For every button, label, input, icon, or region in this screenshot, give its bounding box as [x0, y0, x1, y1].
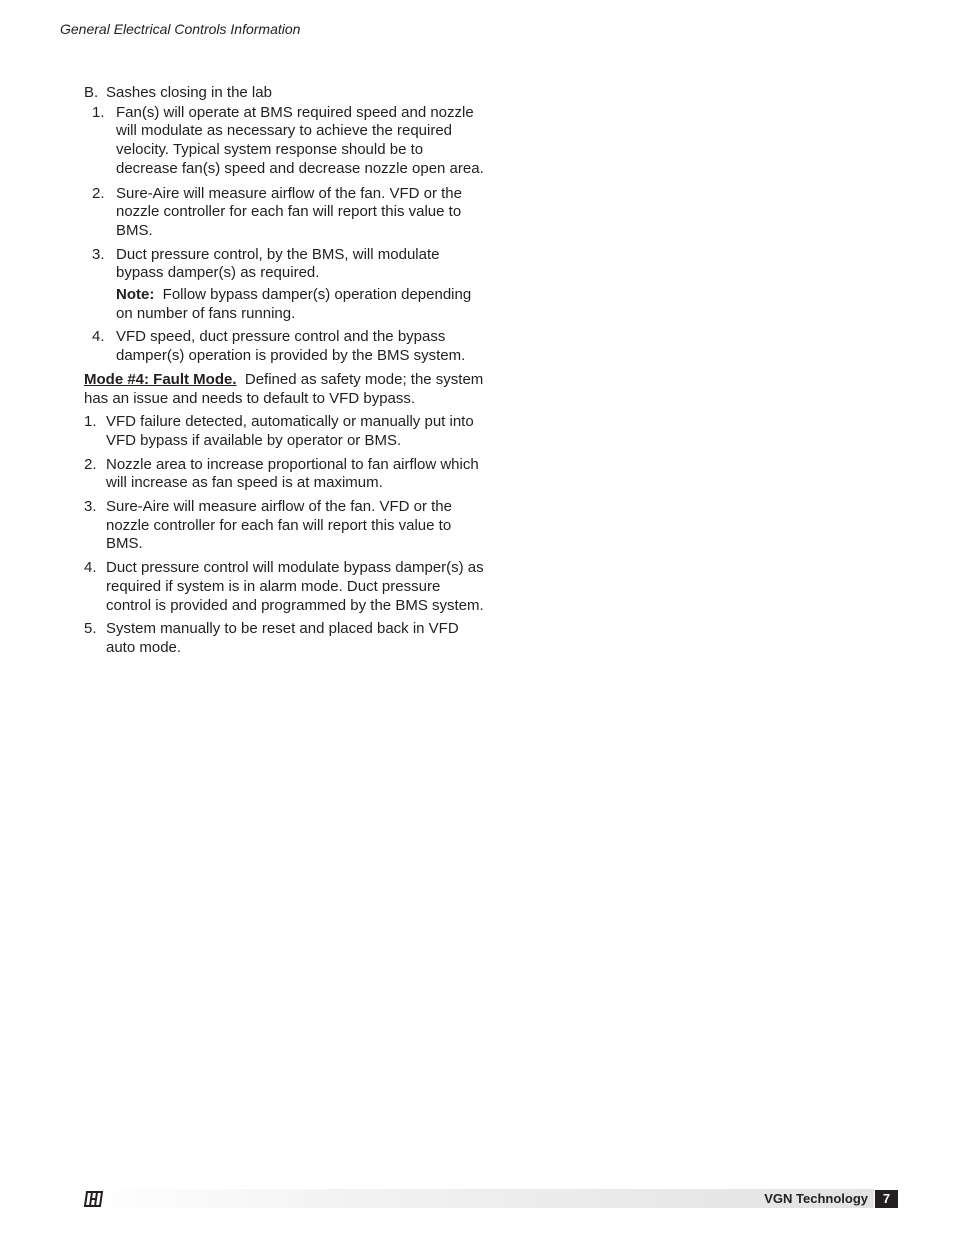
mode-4-paragraph — [84, 371, 484, 408]
list-item — [84, 498, 484, 554]
item-number: 1. — [92, 103, 105, 121]
item-number: 3. — [84, 498, 97, 516]
list-item — [84, 559, 484, 615]
section-b-list — [84, 104, 484, 366]
item-number: 1. — [84, 413, 97, 431]
section-b-heading — [84, 84, 484, 103]
item-text: Nozzle area to increase proportional to fan airflow which will increase as fan speed is at maximum. — [106, 455, 479, 492]
item-text: Fan(s) will operate at BMS required speed and nozzle will modulate as necessary to achieve the required velocity. Typical system response should be to decrease fan(s) speed and decrease nozzle open area. — [116, 103, 484, 177]
item-number: 5. — [84, 620, 97, 638]
footer-bar — [84, 1189, 874, 1208]
note-label: Note: — [116, 286, 155, 304]
main-content — [84, 84, 484, 663]
footer-title: VGN Technology — [764, 1191, 868, 1206]
note-text: Follow bypass damper(s) operation depending on number of fans running. — [116, 286, 472, 322]
item-text: System manually to be reset and placed back in VFD auto mode. — [106, 620, 459, 656]
page-number: 7 — [875, 1190, 898, 1208]
list-item — [84, 620, 484, 657]
item-number: 2. — [92, 184, 105, 202]
mode-4-intro: Defined as safety mode; the system has an issue and needs to default to VFD bypass. — [84, 370, 484, 407]
item-number: 4. — [84, 559, 97, 577]
item-text: VFD speed, duct pressure control and the bypass damper(s) operation is provided by the BMS system. — [116, 328, 466, 365]
mode-4-title: Mode #4: Fault Mode. — [84, 370, 237, 388]
item-text: Duct pressure control will modulate bypass damper(s) as required if system is in alarm mode. Duct pressure control is provided and programmed by the BMS system. — [106, 559, 484, 614]
mode-4-list — [84, 413, 484, 657]
list-item — [84, 185, 484, 241]
greenheck-logo-icon — [84, 1190, 104, 1208]
item-text: Duct pressure control, by the BMS, will modulate bypass damper(s) as required. — [116, 245, 440, 282]
item-number: 2. — [84, 455, 97, 473]
item-number: 3. — [92, 245, 105, 263]
note — [116, 286, 484, 323]
running-head: General Electrical Controls Information — [60, 21, 301, 37]
list-item — [84, 104, 484, 179]
list-item — [84, 413, 484, 450]
list-item — [84, 246, 484, 324]
list-item — [84, 328, 484, 365]
section-b-title: Sashes closing in the lab — [106, 84, 272, 101]
item-text: VFD failure detected, automatically or manually put into VFD bypass if available by operator or BMS. — [106, 413, 474, 449]
item-number: 4. — [92, 328, 105, 346]
section-b-label: B. — [84, 84, 99, 101]
item-text: Sure-Aire will measure airflow of the fan. VFD or the nozzle controller for each fan will report this value to BMS. — [106, 498, 452, 553]
item-text: Sure-Aire will measure airflow of the fan. VFD or the nozzle controller for each fan will report this value to BMS. — [116, 184, 462, 239]
list-item — [84, 456, 484, 493]
